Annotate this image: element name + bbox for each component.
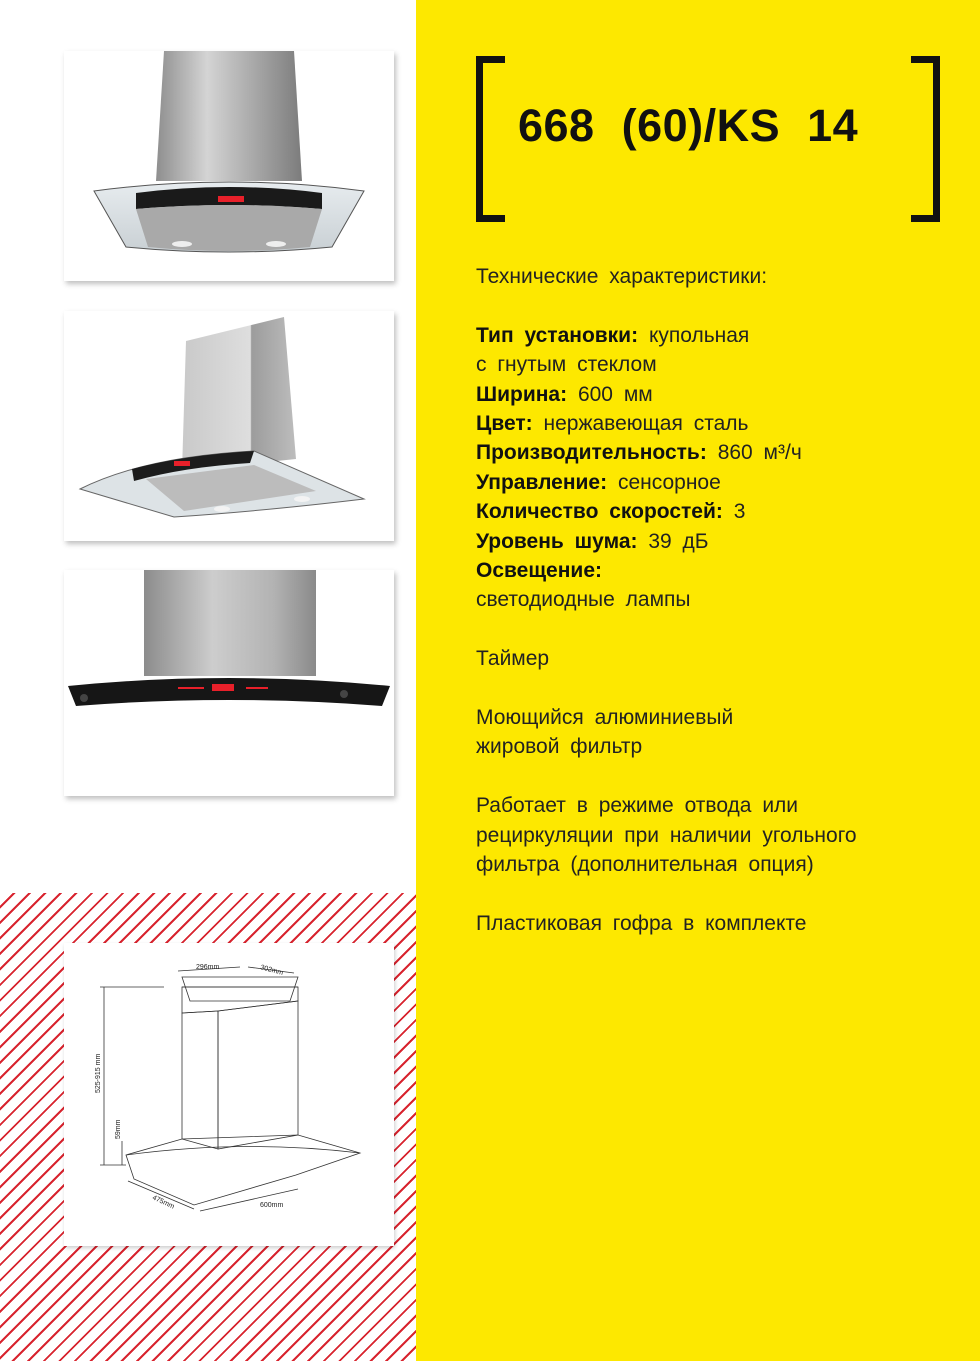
product-photo-front-top bbox=[64, 51, 394, 281]
spec-installation-label: Тип установки: bbox=[476, 323, 639, 347]
spec-speeds bbox=[476, 497, 946, 526]
spec-filter-line-1: Моющийся алюминиевый bbox=[476, 706, 734, 730]
dim-height: 525-915 mm bbox=[95, 1053, 102, 1093]
spec-filter-line-2: жировой фильтр bbox=[476, 735, 643, 759]
dimension-diagram bbox=[64, 943, 394, 1246]
spec-mode-line-1: Работает в режиме отвода или bbox=[476, 794, 799, 818]
bracket-left bbox=[476, 56, 505, 222]
spec-width bbox=[476, 380, 946, 409]
spec-color bbox=[476, 409, 946, 438]
bracket-right bbox=[911, 56, 940, 222]
spec-noise bbox=[476, 527, 946, 556]
specifications bbox=[476, 262, 946, 938]
dim-glass: 59mm bbox=[115, 1119, 122, 1139]
spec-noise-label: Уровень шума: bbox=[476, 529, 638, 553]
dim-depth: 475mm bbox=[151, 1194, 176, 1211]
product-photo-front-close bbox=[64, 570, 394, 796]
specs-heading: Технические характеристики: bbox=[476, 265, 768, 288]
model-title-block bbox=[476, 56, 940, 208]
spec-mode-line-2: рециркуляции при наличии угольного bbox=[476, 823, 857, 847]
spec-control-value: сенсорное bbox=[617, 470, 721, 494]
spec-width-label: Ширина: bbox=[476, 382, 568, 406]
spec-color-value: нержавеющая сталь bbox=[543, 412, 749, 436]
spec-installation-value: купольная bbox=[648, 323, 750, 347]
spec-control-label: Управление: bbox=[476, 470, 608, 494]
spec-lighting-value: светодиодные лампы bbox=[476, 588, 691, 612]
spec-speeds-label: Количество скоростей: bbox=[476, 500, 723, 524]
spec-installation bbox=[476, 321, 946, 350]
spec-performance-value: 860 м³/ч bbox=[717, 441, 802, 465]
spec-control bbox=[476, 468, 946, 497]
model-title: 668 (60)/KS 14 bbox=[518, 100, 859, 151]
dim-width: 600mm bbox=[260, 1202, 284, 1209]
spec-lighting-label: Освещение: bbox=[476, 559, 602, 583]
spec-performance bbox=[476, 438, 946, 467]
spec-mode-line-3: фильтра (дополнительная опция) bbox=[476, 853, 814, 877]
dim-depth-top: 302mm bbox=[259, 964, 284, 977]
spec-performance-label: Производительность: bbox=[476, 441, 707, 465]
dim-width-top: 296mm bbox=[196, 964, 220, 971]
spec-speeds-value: 3 bbox=[733, 500, 746, 524]
spec-timer: Таймер bbox=[476, 647, 550, 671]
spec-lighting-label-line bbox=[476, 556, 946, 585]
spec-width-value: 600 мм bbox=[577, 382, 653, 406]
product-photo-angle bbox=[64, 311, 394, 541]
spec-noise-value: 39 дБ bbox=[648, 529, 709, 553]
spec-hose: Пластиковая гофра в комплекте bbox=[476, 911, 807, 935]
spec-installation-value-2: с гнутым стеклом bbox=[476, 353, 657, 377]
left-column bbox=[0, 0, 416, 1361]
spec-color-label: Цвет: bbox=[476, 412, 533, 436]
